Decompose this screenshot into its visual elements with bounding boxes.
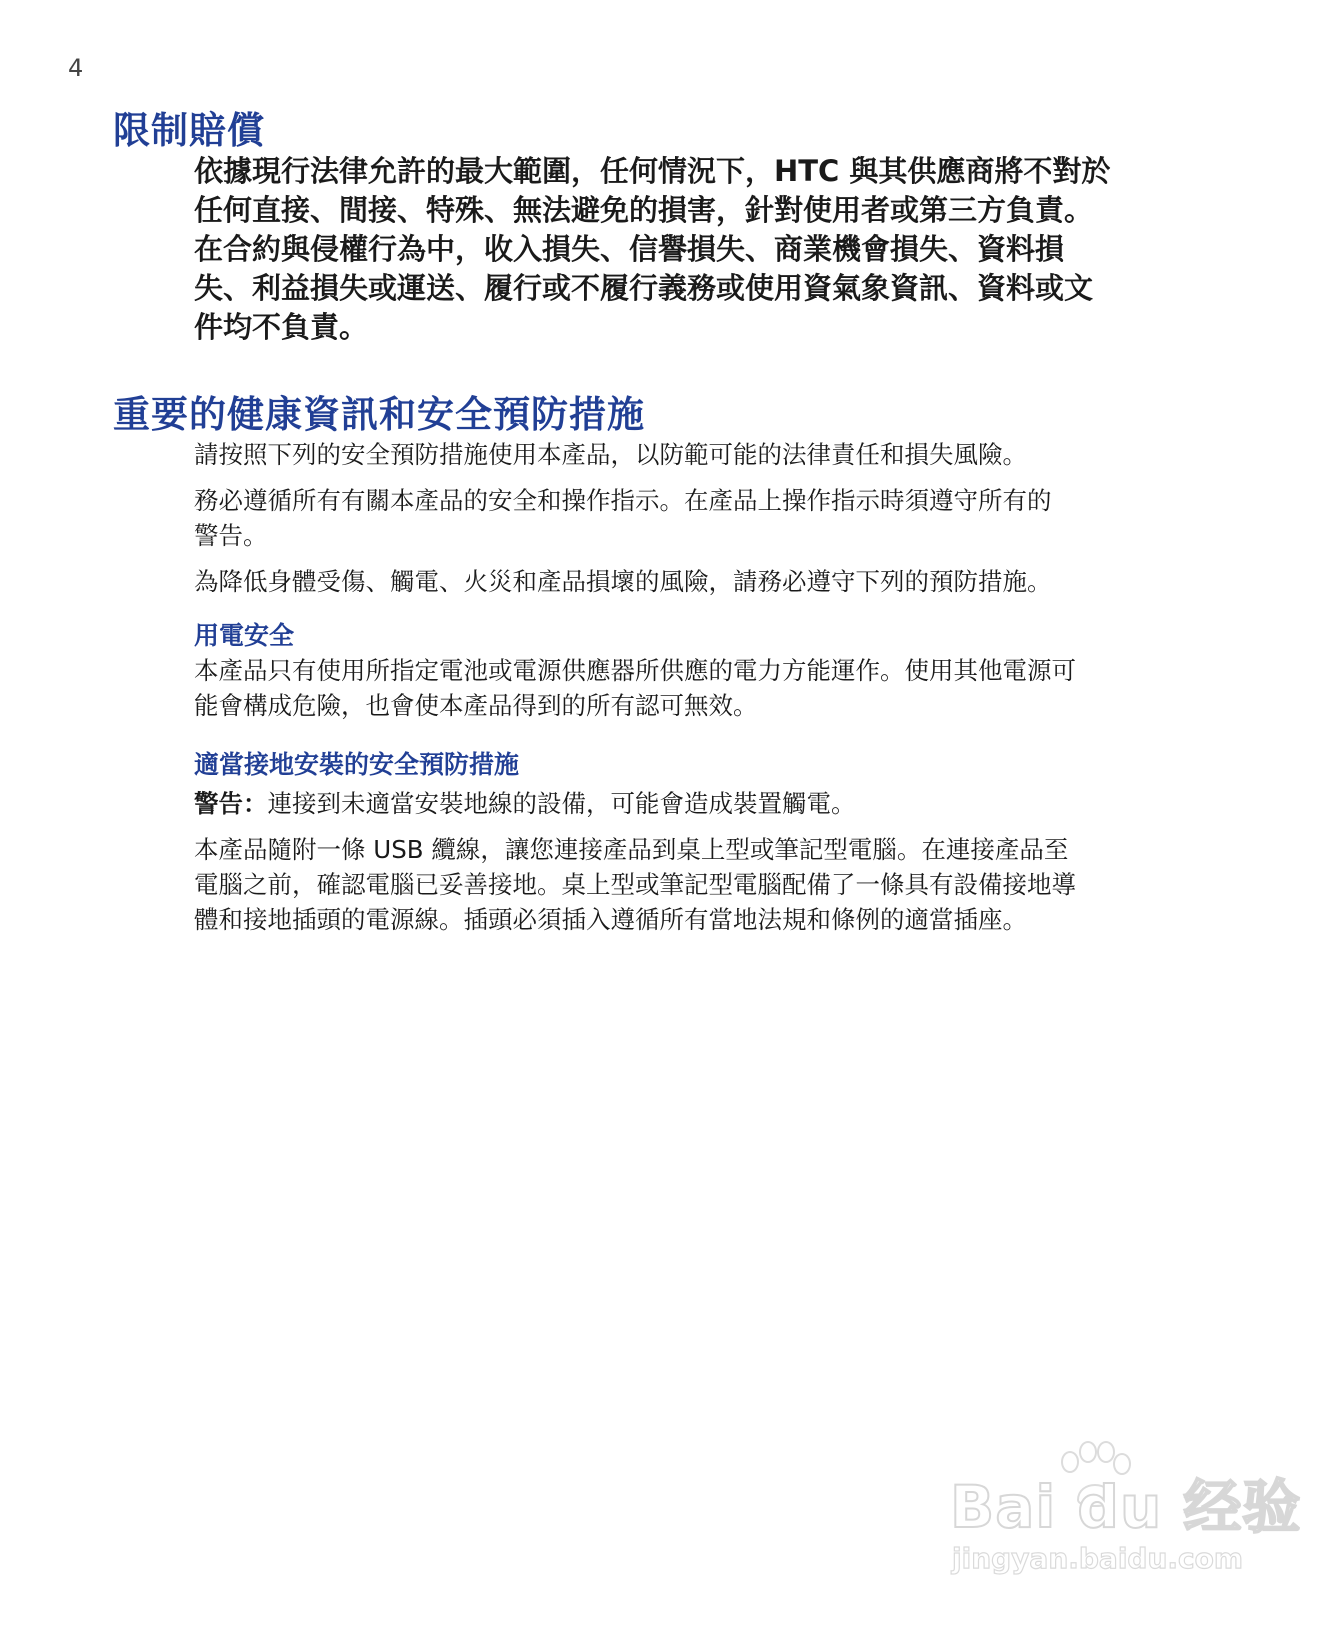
paragraph-line: 務必遵循所有有關本產品的安全和操作指示。在產品上操作指示時須遵守所有的	[194, 486, 1052, 515]
paragraph	[194, 653, 1204, 723]
body-line: 任何直接、間接、特殊、無法避免的損害，針對使用者或第三方負責。	[194, 193, 1094, 227]
body-line: 件均不負責。	[194, 310, 369, 344]
paragraph-line: 警告。	[194, 521, 268, 550]
subheading-grounding-safety: 適當接地安裝的安全預防措施	[194, 750, 520, 779]
health-safety-body	[194, 437, 1204, 610]
paragraph	[194, 564, 1204, 599]
subheading-electrical-safety: 用電安全	[194, 621, 295, 650]
body-line: 在合約與侵權行為中，收入損失、信譽損失、商業機會損失、資料損	[194, 232, 1065, 266]
watermark-url: jingyan.baidu.com	[952, 1542, 1244, 1575]
page-number: 4	[68, 54, 84, 82]
body-line: 失、利益損失或運送、履行或不履行義務或使用資氣象資訊、資料或文	[194, 271, 1094, 305]
grounding-safety	[194, 748, 1204, 948]
paragraph	[194, 483, 1204, 553]
warning-paragraph	[194, 786, 1204, 821]
paragraph	[194, 437, 1204, 472]
baidu-watermark	[950, 1440, 1302, 1590]
paragraph-line: 為降低身體受傷、觸電、火災和產品損壞的風險，請務必遵守下列的預防措施。	[194, 567, 1052, 596]
electrical-safety	[194, 619, 1204, 734]
paragraph-line: 本產品隨附一條 USB 纜線，讓您連接產品到桌上型或筆記型電腦。在連接產品至	[194, 835, 1069, 864]
paragraph-line: 能會構成危險，也會使本產品得到的所有認可無效。	[194, 691, 758, 720]
warning-label: 警告：	[194, 789, 268, 818]
section-title-limitation-of-damages: 限制賠償	[113, 109, 265, 152]
paragraph-line: 本產品只有使用所指定電池或電源供應器所供應的電力方能運作。使用其他電源可	[194, 656, 1076, 685]
paragraph-line: 請按照下列的安全預防措施使用本產品，以防範可能的法律責任和損失風險。	[194, 440, 1027, 469]
limitation-of-damages-body	[194, 152, 1204, 347]
warning-text: 連接到未適當安裝地線的設備，可能會造成裝置觸電。	[267, 789, 856, 818]
paragraph-line: 電腦之前，確認電腦已妥善接地。桌上型或筆記型電腦配備了一條具有設備接地導	[194, 870, 1076, 899]
watermark-logo: Bai du 经验	[950, 1473, 1302, 1541]
paragraph-line: 體和接地插頭的電源線。插頭必須插入遵循所有當地法規和條例的適當插座。	[194, 905, 1027, 934]
paragraph	[194, 832, 1204, 937]
section-title-health-safety: 重要的健康資訊和安全預防措施	[113, 393, 645, 436]
body-line: 依據現行法律允許的最大範圍，任何情況下，HTC 與其供應商將不對於	[194, 154, 1111, 188]
